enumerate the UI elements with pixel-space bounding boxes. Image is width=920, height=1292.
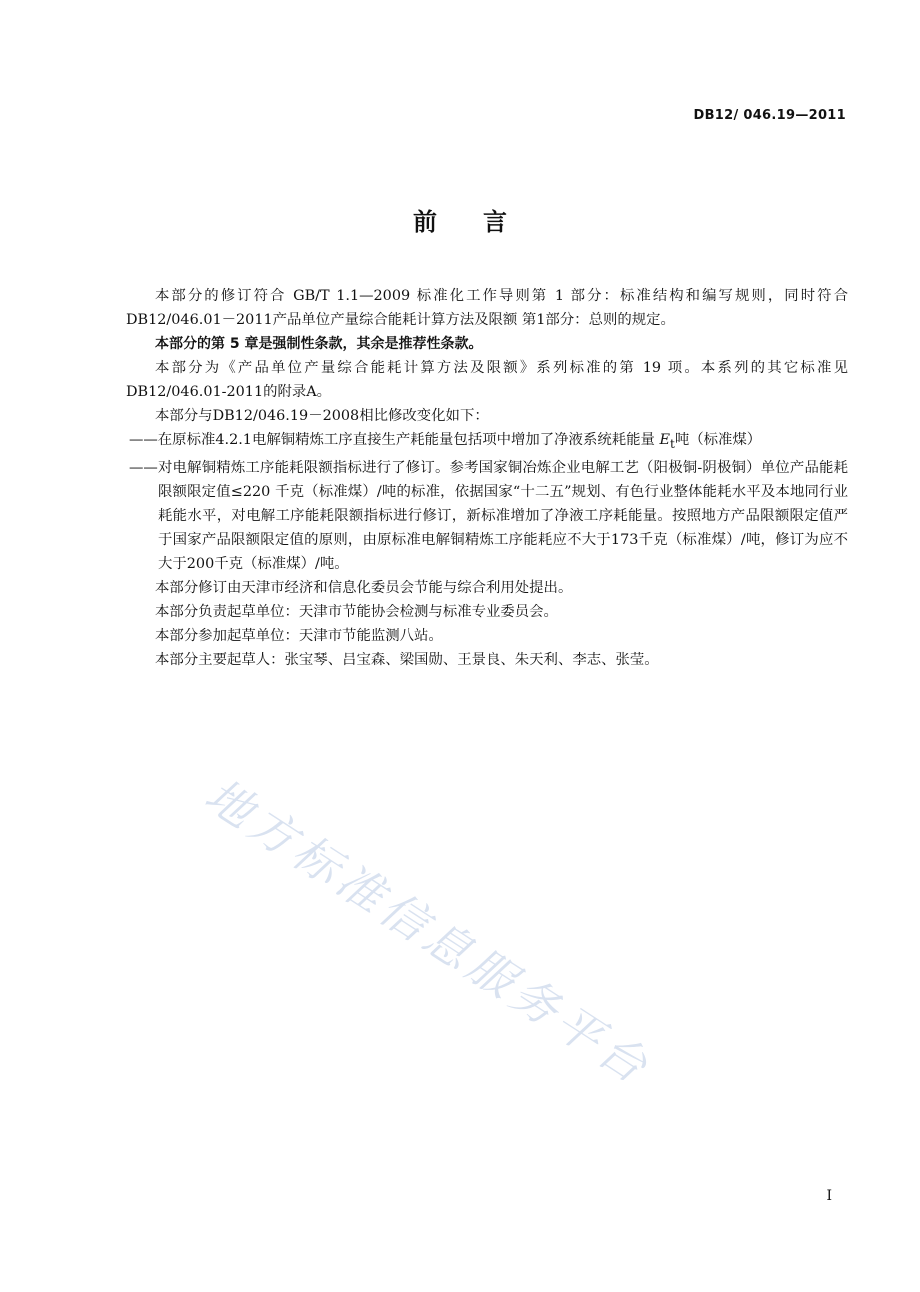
paragraph-mandatory-clause: 本部分的第 5 章是强制性条款，其余是推荐性条款。 bbox=[155, 336, 483, 352]
paragraph-lead-drafter: 本部分负责起草单位：天津市节能协会检测与标准专业委员会。 bbox=[155, 603, 558, 620]
paragraph-proposer: 本部分修订由天津市经济和信息化委员会节能与综合利用处提出。 bbox=[155, 579, 573, 596]
page-number: I bbox=[826, 1188, 832, 1204]
change-item-1-text: ——在原标准4.2.1电解铜精炼工序直接生产耗能量包括项中增加了净液系统耗能量 bbox=[129, 432, 660, 448]
paragraph-series: 本部分为《产品单位产量综合能耗计算方法及限额》系列标准的第 19 项。本系列的其它标准见DB12/046.01-2011的附录A。 bbox=[126, 360, 848, 400]
variable-e: E bbox=[659, 432, 670, 448]
watermark: 地方标准信息服务平台 bbox=[195, 767, 662, 1097]
paragraph-conformance: 本部分的修订符合 GB/T 1.1—2009 标准化工作导则第 1 部分：标准结构和编写规则，同时符合DB12/046.01－2011产品单位产量综合能耗计算方法及限额 第1部分：总则的规定。 bbox=[126, 288, 848, 328]
paragraph-participating-drafter: 本部分参加起草单位：天津市节能监测八站。 bbox=[155, 627, 443, 644]
foreword-body bbox=[126, 284, 848, 672]
change-item-2: ——对电解铜精炼工序能耗限额指标进行了修订。参考国家铜冶炼企业电解工艺（阳极铜-阴极铜）单位产品能耗限额限定值≤220 千克（标准煤）/吨的标准，依据国家“十二五”规划、有色行业整体能耗水平及本地同行业耗能水平，对电解工序能耗限额指标进行修订，新标准增加了净液工序耗能量。按照地方产品限额限定值严于国家产品限额限定值的原则，由原标准电解铜精炼工序能耗应不大于173千克（标准煤）/吨，修订为应不大于200千克（标准煤）/吨。 bbox=[129, 459, 848, 572]
page-title: 前言 bbox=[413, 208, 553, 236]
variable-subscript: t bbox=[670, 436, 675, 451]
paragraph-main-drafters: 本部分主要起草人：张宝琴、吕宝森、梁国勋、王景良、朱天利、李志、张莹。 bbox=[155, 651, 659, 668]
paragraph-changes-intro: 本部分与DB12/046.19－2008相比修改变化如下： bbox=[155, 408, 489, 424]
change-item-1 bbox=[129, 428, 848, 456]
change-item-1-tail: 吨（标准煤） bbox=[674, 432, 762, 448]
document-code: DB12/ 046.19—2011 bbox=[693, 108, 846, 123]
